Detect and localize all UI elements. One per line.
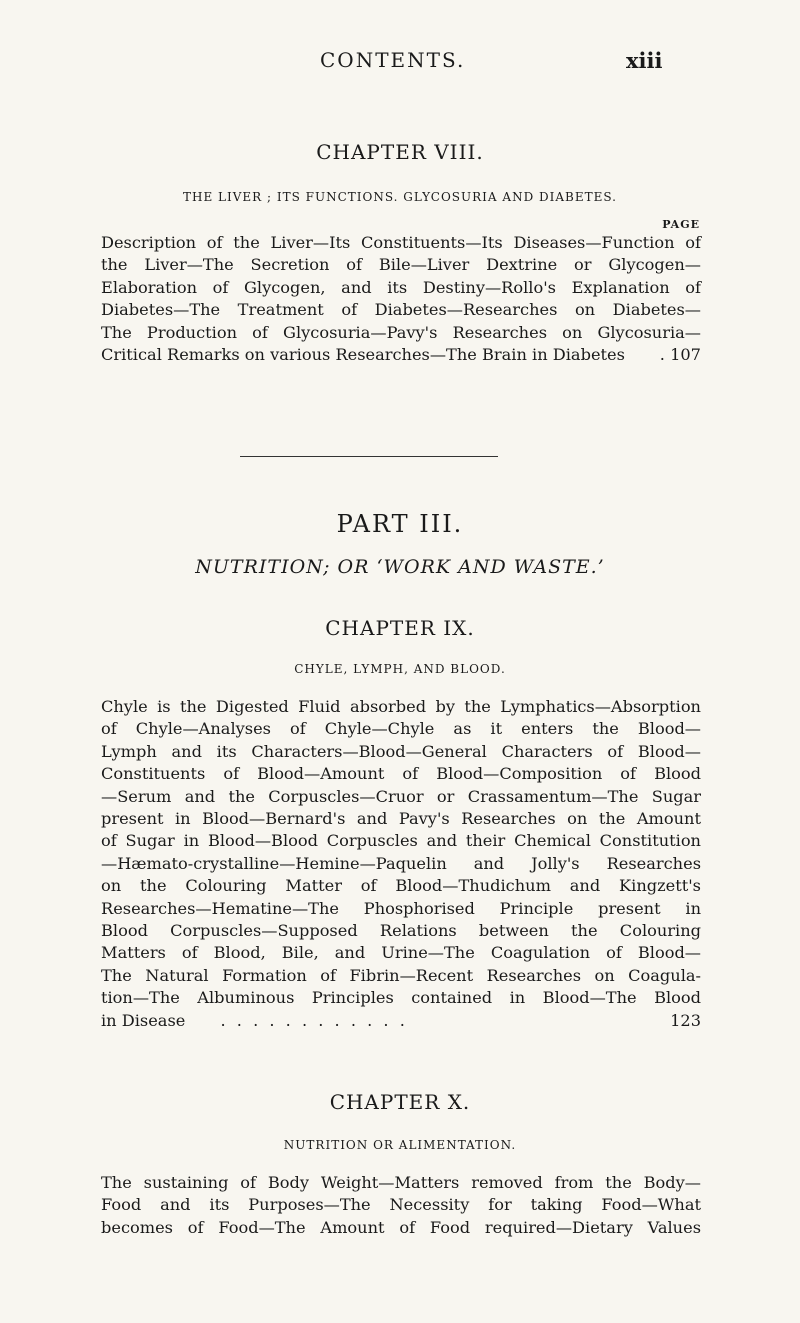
summary-line: in Disease <box>101 1010 186 1030</box>
chapter-8-page: . 107 <box>659 345 701 365</box>
part-3-subtitle: NUTRITION; OR ‘WORK AND WASTE.’ <box>195 556 605 578</box>
chapter-8-subtitle: THE LIVER ; ITS FUNCTIONS. GLYCOSURIA AND DIABETES. <box>183 190 617 204</box>
summary-line: Critical Remarks on various Researches—The Brain in Diabetes <box>101 345 625 365</box>
chapter-8-summary <box>101 232 701 366</box>
summary-line: Chyle is the Digested Fluid absorbed by the Lymphatics—Absorption <box>101 697 701 716</box>
page-column-label: PAGE <box>662 218 700 231</box>
summary-line: of Sugar in Blood—Blood Corpuscles and their Chemical Constitution <box>101 831 701 851</box>
summary-line: the Liver—The Secretion of Bile—Liver Dextrine or Glycogen— <box>101 255 701 275</box>
summary-line: Description of the Liver—Its Constituents—Its Diseases—Function of <box>101 233 701 252</box>
chapter-8-title: CHAPTER VIII. <box>316 140 484 164</box>
summary-line: —Hæmato-crystalline—Hemine—Paquelin and Jolly's Researches <box>101 853 701 873</box>
running-title: CONTENTS. <box>320 48 466 72</box>
section-divider <box>240 456 498 457</box>
chapter-9-summary <box>101 696 701 1032</box>
summary-line: Blood Corpuscles—Supposed Relations between the Colouring <box>101 921 701 941</box>
summary-line-last <box>101 1010 701 1032</box>
summary-line: The Natural Formation of Fibrin—Recent Researches on Coagula- <box>101 965 701 985</box>
summary-line: Food and its Purposes—The Necessity for taking Food—What <box>101 1195 701 1215</box>
summary-line: Researches—Hematine—The Phosphorised Principle present in <box>101 898 701 918</box>
summary-line: on the Colouring Matter of Blood—Thudichum and Kingzett's <box>101 876 701 896</box>
summary-line: tion—The Albuminous Principles contained in Blood—The Blood <box>101 988 701 1008</box>
summary-line: Constituents of Blood—Amount of Blood—Composition of Blood <box>101 764 701 784</box>
summary-line: Diabetes—The Treatment of Diabetes—Researches on Diabetes— <box>101 300 701 320</box>
summary-line: present in Blood—Bernard's and Pavy's Researches on the Amount <box>101 809 701 829</box>
chapter-10-title: CHAPTER X. <box>329 1090 471 1114</box>
chapter-9-page: 123 <box>670 1010 701 1030</box>
running-head <box>0 48 800 78</box>
chapter-10-summary <box>101 1172 701 1239</box>
summary-line: —Serum and the Corpuscles—Cruor or Crassamentum—The Sugar <box>101 786 701 806</box>
summary-line: becomes of Food—The Amount of Food required—Dietary Values <box>101 1217 701 1237</box>
part-3-title: PART III. <box>336 510 464 538</box>
summary-line: of Chyle—Analyses of Chyle—Chyle as it enters the Blood— <box>101 719 701 739</box>
summary-line: Matters of Blood, Bile, and Urine—The Coagulation of Blood— <box>101 943 701 963</box>
dot-leader: . . . . . . . . . . . . <box>220 1010 408 1030</box>
summary-line: Elaboration of Glycogen, and its Destiny—Rollo's Explanation of <box>101 277 701 297</box>
page-number: xiii <box>626 48 663 73</box>
summary-line: The Production of Glycosuria—Pavy's Researches on Glycosuria— <box>101 322 701 342</box>
summary-line-last <box>101 344 701 366</box>
summary-line: The sustaining of Body Weight—Matters removed from the Body— <box>101 1173 701 1192</box>
chapter-9-subtitle: CHYLE, LYMPH, AND BLOOD. <box>294 662 506 676</box>
chapter-10-subtitle: NUTRITION OR ALIMENTATION. <box>283 1138 517 1152</box>
chapter-9-title: CHAPTER IX. <box>325 616 475 640</box>
summary-line: Lymph and its Characters—Blood—General Characters of Blood— <box>101 741 701 761</box>
